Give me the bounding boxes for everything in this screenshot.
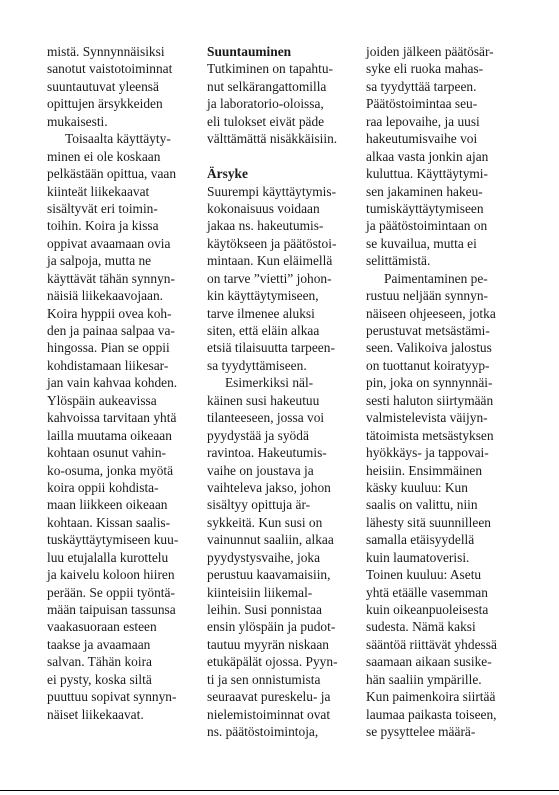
text-column-3 [366, 43, 516, 741]
text-line: sesti haluton siirtymään [366, 392, 494, 408]
text-line: se pysyttelee määrä- [366, 724, 476, 740]
text-line: tumiskäyttäytymiseen [366, 200, 484, 216]
text-line: selittämistä. [366, 253, 431, 269]
text-line: seen. Valikoiva jalostus [366, 340, 492, 356]
text-line: hän saaliin ympärille. [366, 671, 482, 687]
text-line: jakaa ns. hakeutumis- [207, 218, 324, 234]
section-heading: Ärsyke [207, 166, 248, 182]
text-line: perään. Se oppii työntä- [47, 584, 175, 600]
text-line: vainunnut saaliin, alkaa [207, 532, 334, 548]
text-line: vaihe on joustava ja [207, 462, 314, 478]
text-line: syke eli ruoka mahas- [366, 61, 484, 77]
text-line: tilanteeseen, jossa voi [207, 410, 325, 426]
text-line: sa tyydyttämiseen. [207, 357, 307, 373]
text-line: nut selkärangattomilla [207, 78, 327, 94]
text-line: välttämättä nisäkkäisiin. [207, 131, 338, 147]
text-line: käsky kuuluu: Kun [366, 479, 468, 495]
text-line: sen jakaminen hakeu- [366, 183, 483, 199]
bottom-rule [0, 790, 559, 791]
text-line: Paimentaminen pe- [384, 270, 488, 286]
text-line: sudesta. Nämä kaksi [366, 619, 476, 635]
text-line: pyydystysvaihe, joka [207, 549, 321, 565]
text-line: Päätöstoimintaa seu- [366, 96, 478, 112]
text-line: sisältyvät eri toimin- [47, 200, 158, 216]
text-line: kiinteät liikekaavat [47, 183, 150, 199]
text-column-1 [47, 43, 195, 723]
text-line: hakeutumisvaihe voi [366, 131, 478, 147]
text-line: kuluttua. Käyttäytymi- [366, 166, 488, 182]
text-line: minen ei ole koskaan [47, 148, 161, 164]
text-line: etsiä tilaisuutta tarpeen- [207, 340, 335, 356]
text-line: ja kaivelu koloon hiiren [47, 567, 175, 583]
text-line: Tutkiminen on tapahtu- [207, 61, 333, 77]
text-line: koira oppii kohdista- [47, 479, 159, 495]
paragraph-gap [207, 148, 355, 165]
text-line: pyydystää ja syödä [207, 427, 309, 443]
text-line: Ylöspäin aukeavissa [47, 392, 157, 408]
text-line: näiseen ohjeeseen, jotka [366, 305, 496, 321]
text-line: kohdistamaan liikesar- [47, 357, 169, 373]
text-line: valmistelevista väijyn- [366, 410, 488, 426]
text-line: pin, joka on synnynnäi- [366, 375, 493, 391]
text-line: kohtaan. Kissan saalis- [47, 514, 171, 530]
text-line: käyttävät tähän synnyn- [47, 270, 175, 286]
text-line: perustuu kaavamaisiin, [207, 567, 331, 583]
text-line: sisältyy opittuja är- [207, 497, 311, 513]
text-line: joiden jälkeen päätösär- [366, 44, 494, 59]
text-line: perustuvat metsästämi- [366, 323, 490, 338]
text-line: kiinteisiin liikemal- [207, 584, 313, 600]
text-line: kuin oikeanpuoleisesta [366, 602, 489, 617]
text-line: raa lepovaihe, ja uusi [366, 113, 480, 129]
text-line: laumaa paikasta toiseen, [366, 706, 497, 722]
text-line: ja salpoja, mutta ne [47, 253, 152, 269]
text-line: nielemistoiminnat ovat [207, 706, 331, 722]
text-line: rustuu neljään synnyn- [366, 288, 488, 304]
text-line: kuin laumatoverisi. [366, 549, 470, 565]
text-line: mukaisesti. [47, 113, 108, 129]
text-line: jan vain kahvaa kohden. [47, 375, 178, 391]
text-line: pelkästään opittua, vaan [47, 166, 177, 182]
text-line: eli tulokset eivät päde [207, 113, 325, 129]
text-line: siten, että eläin alkaa [207, 323, 320, 338]
text-line: hingossa. Pian se oppii [47, 340, 170, 356]
text-column-2 [207, 43, 355, 741]
text-line: etukäpälät ojossa. Pyyn- [207, 654, 338, 670]
text-line: sa tyydyttää tarpeen. [366, 78, 477, 94]
text-line: käinen susi hakeutuu [207, 392, 320, 408]
text-line: seuraavat pureskelu- ja [207, 689, 331, 705]
text-line: ja laboratorio-oloissa, [207, 96, 324, 112]
text-line: Kun paimenkoira siirtää [366, 689, 496, 705]
text-line: Koira hyppii ovea koh- [47, 305, 172, 321]
text-line: vaihteleva jakso, johon [207, 479, 331, 495]
text-line: lailla muutama oikeaan [47, 427, 172, 443]
text-line: näiset liikekaavat. [47, 706, 144, 722]
text-line: Suurempi käyttäytymis- [207, 183, 337, 199]
text-line: puuttuu sopivat synnyn- [47, 689, 177, 705]
text-line: saamaan aikaan susike- [366, 654, 492, 670]
text-line: kokonaisuus voidaan [207, 200, 320, 216]
section-heading: Suuntauminen [207, 44, 292, 59]
text-line: luu etujalalla kurottelu [47, 549, 169, 565]
text-line: salvan. Tähän koira [47, 654, 152, 670]
text-line: opittujen ärsykkeiden [47, 96, 163, 112]
text-line: kohtaan osunut vahin- [47, 445, 167, 461]
text-line: ja päätöstoimintaan on [366, 218, 488, 234]
text-line: leihin. Susi ponnistaa [207, 602, 322, 617]
text-line: Toinen kuuluu: Asetu [366, 567, 482, 583]
text-line: heisiin. Ensimmäinen [366, 462, 483, 478]
text-line: tautuu myyrän niskaan [207, 636, 329, 652]
text-line: on tuottanut koiratyyp- [366, 357, 490, 373]
text-line: Esimerkiksi näl- [225, 375, 314, 391]
text-line: taakse ja avaamaan [47, 636, 151, 652]
text-line: vaakasuoraan esteen [47, 619, 157, 635]
text-line: Toisaalta käyttäyty- [65, 131, 171, 147]
text-line: ensin ylöspäin ja pudot- [207, 619, 336, 635]
text-line: sanotut vaistotoiminnat [47, 61, 173, 77]
text-line: mään taipuisan tassunsa [47, 602, 176, 617]
text-line: oppivat avaamaan ovia [47, 235, 171, 251]
text-line: samalla etäisyydellä [366, 532, 475, 548]
text-line: mistä. Synnynnäisiksi [47, 44, 165, 59]
text-line: sääntöä riittävät yhdessä [366, 636, 497, 652]
text-line: näisiä liikekaavojaan. [47, 288, 164, 304]
text-line: on tarve ”vietti” johon- [207, 270, 332, 286]
text-line: tarve ilmenee aluksi [207, 305, 315, 321]
text-line: kahvoissa tarvitaan yhtä [47, 410, 177, 426]
text-line: ei pysty, koska siltä [47, 671, 152, 687]
text-line: lähesty sitä suunnilleen [366, 514, 491, 530]
text-line: mintaan. Kun eläimellä [207, 253, 333, 269]
text-line: se kuvailua, mutta ei [366, 235, 477, 251]
text-line: sykkeitä. Kun susi on [207, 514, 323, 530]
text-line: tätoimista metsästyksen [366, 427, 494, 443]
text-line: suuntautuvat yleensä [47, 78, 159, 94]
text-line: hyökkäys- ja tappovai- [366, 445, 489, 461]
text-line: alkaa vasta jonkin ajan [366, 148, 489, 164]
text-line: maan liikkeen oikeaan [47, 497, 168, 513]
text-line: ti ja sen onnistumista [207, 671, 321, 687]
text-line: den ja painaa salpaa va- [47, 323, 175, 338]
text-line: ns. päätöstoimintoja, [207, 724, 319, 740]
text-line: ravintoa. Hakeutumis- [207, 445, 327, 461]
text-line: toihin. Koira ja kissa [47, 218, 159, 234]
text-line: tuskäyttäytymiseen kuu- [47, 532, 179, 548]
text-line: käytökseen ja päätöstoi- [207, 235, 337, 251]
text-line: saalis on valittu, niin [366, 497, 478, 513]
text-line: kin käyttäytymiseen, [207, 288, 319, 304]
text-line: yhtä etäälle vasemman [366, 584, 488, 600]
text-line: ko-osuma, jonka myötä [47, 462, 174, 478]
